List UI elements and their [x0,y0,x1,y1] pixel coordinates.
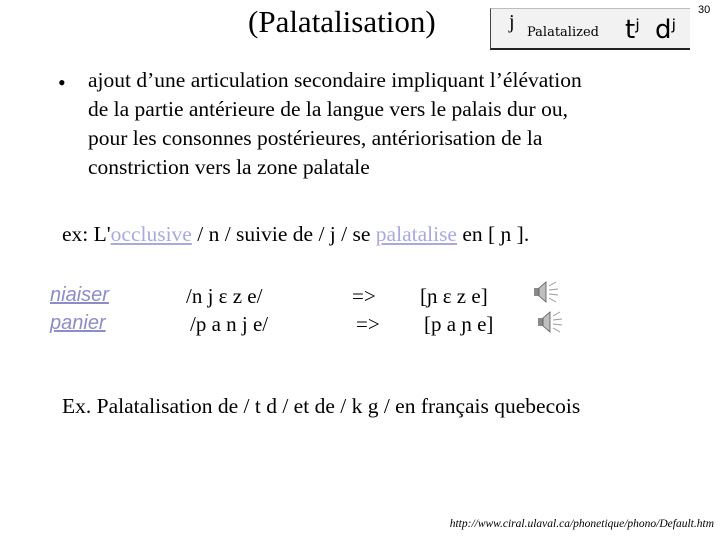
example-sentence [62,222,529,247]
example-word-link[interactable]: niaiser [50,284,109,306]
arrow: => [352,284,376,308]
ipa-example-d: dʲ [655,15,677,45]
palatalise-link[interactable]: palatalise [375,222,457,246]
speaker-icon[interactable] [532,280,560,304]
bullet-line: pour les consonnes postérieures, antériorisation de la [88,126,543,150]
quebec-example-note: Ex. Palatalisation de / t d / et de / k g / en français quebecois [62,394,581,418]
surface-form: [ɲ ɛ z e] [420,284,488,308]
occlusive-link[interactable]: occlusive [110,222,192,246]
bullet-line: ajout d’une articulation secondaire impliquant l’élévation [88,68,582,92]
slide-title: (Palatalisation) [248,4,436,39]
ipa-label: Palatalized [527,25,599,40]
underlying-form: /n j ɛ z e/ [186,284,263,308]
ipa-diacritic: j [509,11,515,33]
ipa-example-t: tʲ [625,15,640,45]
surface-form: [p a ɲ e] [424,312,494,336]
arrow: => [356,312,380,336]
bullet-line: constriction vers la zone palatale [88,155,370,179]
example-middle: / n / suivie de / j / se [191,222,376,246]
bullet-line: de la partie antérieure de la langue vers le palais dur ou, [88,97,568,121]
underlying-form: /p a n j e/ [190,312,269,336]
bullet-text [88,66,668,182]
example-word-link[interactable]: panier [50,312,106,334]
bullet-marker: • [58,70,66,95]
slide-number: 30 [698,4,711,16]
source-url: http://www.ciral.ulaval.ca/phonetique/phono/Default.htm [449,518,714,530]
example-prefix: ex: L' [62,222,111,246]
example-suffix: en [ ɲ ]. [456,222,530,246]
ipa-palatalized-chart [490,8,690,50]
speaker-icon[interactable] [536,310,564,334]
